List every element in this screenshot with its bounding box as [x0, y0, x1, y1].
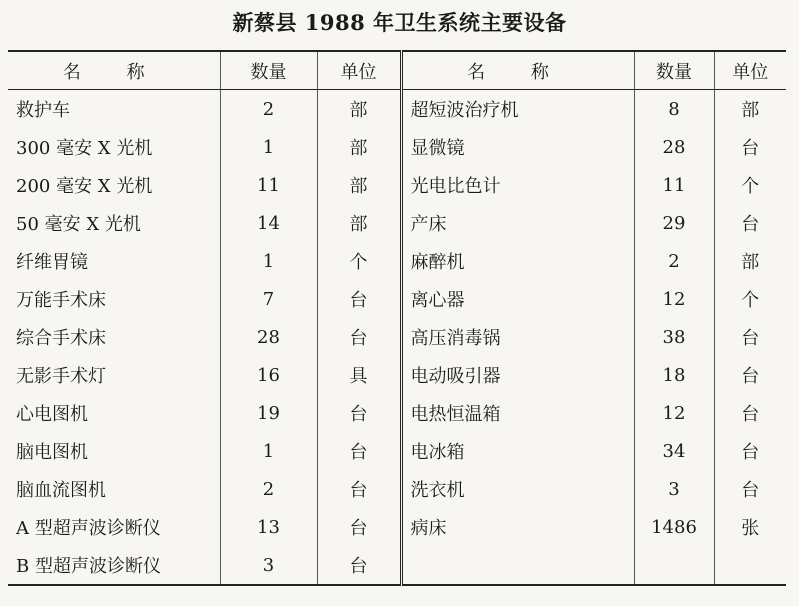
- table-row: [8, 470, 786, 508]
- right-item-unit: [714, 546, 786, 585]
- right-item-quantity: 12: [634, 280, 714, 318]
- left-item-name: 救护车: [16, 100, 70, 121]
- right-item-quantity: 29: [634, 204, 714, 242]
- table-row: [8, 242, 786, 280]
- table-row: [8, 166, 786, 204]
- header-qty-left: 数量: [220, 51, 317, 90]
- right-item-unit: 个: [714, 280, 786, 318]
- right-item-unit: 台: [714, 128, 786, 166]
- right-item-name: 高压消毒锅: [410, 328, 501, 349]
- table-row: [8, 204, 786, 242]
- left-item-unit: 部: [317, 166, 401, 204]
- right-item-quantity: 11: [634, 166, 714, 204]
- right-item-unit: 个: [714, 166, 786, 204]
- right-item-unit: 台: [714, 356, 786, 394]
- right-item-name: 超短波治疗机: [410, 100, 519, 121]
- left-item-quantity: 1: [220, 432, 317, 470]
- left-item-quantity: 1: [220, 128, 317, 166]
- table-row: [8, 356, 786, 394]
- right-item-name: 电热恒温箱: [410, 404, 501, 425]
- right-item-quantity: 8: [634, 90, 714, 129]
- header-name-right: 名 称: [401, 51, 634, 90]
- left-item-name: 300 毫安 X 光机: [16, 138, 153, 159]
- right-item-name: 电冰箱: [410, 442, 465, 463]
- right-item-name: 电动吸引器: [410, 366, 501, 387]
- table-row: [8, 128, 786, 166]
- left-item-name: 200 毫安 X 光机: [16, 176, 153, 197]
- right-item-name: 病床: [410, 518, 447, 539]
- left-item-name: 脑血流图机: [16, 480, 106, 501]
- left-item-quantity: 19: [220, 394, 317, 432]
- left-item-quantity: 2: [220, 470, 317, 508]
- equipment-table-container: [8, 50, 786, 598]
- left-item-name: B 型超声波诊断仪: [8, 546, 220, 585]
- table-row: [8, 394, 786, 432]
- left-item-unit: 部: [317, 90, 401, 129]
- left-item-name: A 型超声波诊断仪: [16, 518, 161, 539]
- right-item-name: [401, 546, 634, 585]
- right-item-quantity: 3: [634, 470, 714, 508]
- right-item-quantity: 1486: [634, 508, 714, 546]
- table-row: [8, 508, 786, 546]
- left-item-quantity: 14: [220, 204, 317, 242]
- header-qty-right: 数量: [634, 51, 714, 90]
- left-item-name: 纤维胃镜: [16, 252, 88, 273]
- left-item-quantity: 16: [220, 356, 317, 394]
- right-item-unit: 台: [714, 204, 786, 242]
- right-item-quantity: [634, 546, 714, 585]
- header-unit-left: 单位: [317, 51, 401, 90]
- equipment-table: [8, 50, 786, 586]
- left-item-quantity: 3: [220, 546, 317, 585]
- table-row: [8, 90, 786, 129]
- right-item-name: 洗衣机: [410, 480, 465, 501]
- left-item-name: 综合手术床: [16, 328, 106, 349]
- left-item-quantity: 28: [220, 318, 317, 356]
- right-item-unit: 台: [714, 470, 786, 508]
- left-item-quantity: 7: [220, 280, 317, 318]
- left-item-name: 万能手术床: [16, 290, 106, 311]
- table-row: [8, 318, 786, 356]
- left-item-unit: 台: [317, 280, 401, 318]
- left-item-unit: 个: [317, 242, 401, 280]
- left-item-unit: 台: [317, 508, 401, 546]
- left-item-unit: 部: [317, 128, 401, 166]
- left-item-name: 无影手术灯: [16, 366, 106, 387]
- right-item-unit: 台: [714, 318, 786, 356]
- right-item-name: 显微镜: [410, 138, 465, 159]
- right-item-quantity: 28: [634, 128, 714, 166]
- left-item-unit: 台: [317, 432, 401, 470]
- right-item-unit: 部: [714, 90, 786, 129]
- left-item-quantity: 1: [220, 242, 317, 280]
- table-header-row: [8, 51, 786, 90]
- left-item-unit: 具: [317, 356, 401, 394]
- left-item-name: 心电图机: [16, 404, 88, 425]
- left-item-unit: 部: [317, 204, 401, 242]
- left-item-unit: 台: [317, 546, 401, 585]
- header-unit-right: 单位: [714, 51, 786, 90]
- right-item-unit: 台: [714, 394, 786, 432]
- right-item-name: 麻醉机: [410, 252, 465, 273]
- right-item-quantity: 2: [634, 242, 714, 280]
- table-row: [8, 280, 786, 318]
- left-item-quantity: 11: [220, 166, 317, 204]
- right-item-quantity: 34: [634, 432, 714, 470]
- left-item-quantity: 13: [220, 508, 317, 546]
- right-item-unit: 部: [714, 242, 786, 280]
- left-item-name: 50 毫安 X 光机: [16, 214, 141, 235]
- right-item-unit: 台: [714, 432, 786, 470]
- right-item-name: 离心器: [410, 290, 465, 311]
- left-item-name: 脑电图机: [16, 442, 88, 463]
- left-item-unit: 台: [317, 394, 401, 432]
- table-row: [8, 546, 786, 585]
- right-item-name: 光电比色计: [410, 176, 501, 197]
- table-body: [8, 90, 786, 586]
- table-row: [8, 432, 786, 470]
- left-item-unit: 台: [317, 470, 401, 508]
- right-item-quantity: 38: [634, 318, 714, 356]
- right-item-unit: 张: [714, 508, 786, 546]
- right-item-quantity: 18: [634, 356, 714, 394]
- right-item-quantity: 12: [634, 394, 714, 432]
- left-item-quantity: 2: [220, 90, 317, 129]
- left-item-unit: 台: [317, 318, 401, 356]
- header-name-left: 名 称: [8, 51, 220, 90]
- right-item-name: 产床: [410, 214, 447, 235]
- page-title: 新蔡县 1988 年卫生系统主要设备: [232, 10, 567, 35]
